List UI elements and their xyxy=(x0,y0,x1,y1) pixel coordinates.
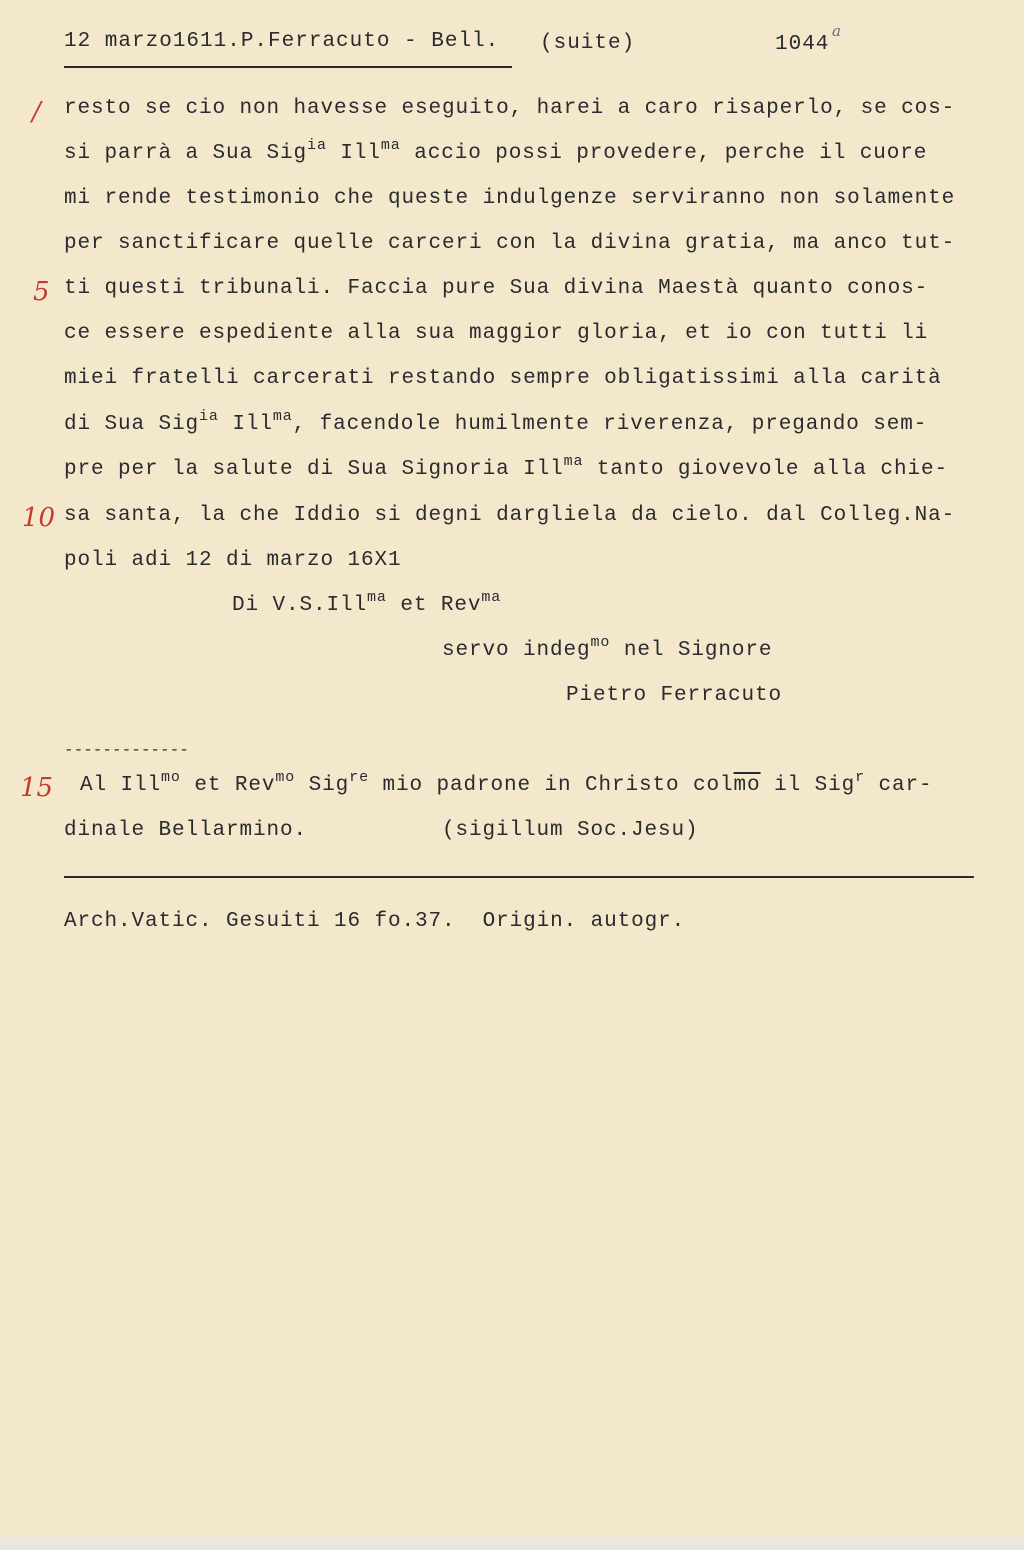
letter-line: sa santa, la che Iddio si degni dargliela da cielo. dal Colleg.Na- xyxy=(64,504,956,527)
address-line: Al Ill$^{mo}$ et Rev$^{mo}$ Sig$^{re}$ mio padrone in Christo $col\overline{mo}$ il Sig$^r$ car- xyxy=(80,769,933,797)
letter-line: resto se cio non havesse eseguito, harei a caro risaperlo, se cos- xyxy=(64,97,956,120)
dashed-separator: ------------- xyxy=(64,741,189,759)
page-number: 1044 xyxy=(775,33,830,56)
letter-line: ti questi tribunali. Faccia pure Sua divina Maestà quanto conos- xyxy=(64,277,929,300)
letter-line: per sanctificare quelle carceri con la divina gratia, ma anco tut- xyxy=(64,232,956,255)
source-reference: Arch.Vatic. Gesuiti 16 fo.37. Origin. autogr. xyxy=(64,910,686,933)
header-suite: (suite) xyxy=(540,32,636,55)
signature-name: Pietro Ferracuto xyxy=(566,684,783,707)
page-number-suffix: a xyxy=(832,22,841,40)
seal-note: (sigillum Soc.Jesu) xyxy=(442,819,699,842)
header-underline xyxy=(64,66,512,68)
closing-servant: servo indeg$^{mo}$ nel Signore xyxy=(442,634,773,662)
closing-salutation: Di V.S.Ill$^{ma}$ et Rev$^{ma}$ xyxy=(232,589,502,617)
letter-line: poli adi 12 di marzo 16X1 xyxy=(64,549,402,572)
margin-number: 15 xyxy=(20,773,54,803)
scan-edge xyxy=(0,1538,1024,1550)
letter-line: mi rende testimonio che queste indulgenze serviranno non solamente xyxy=(64,187,956,210)
section-rule xyxy=(64,876,974,878)
header-title: 12 marzo1611.P.Ferracuto - Bell. xyxy=(64,30,500,53)
letter-line: miei fratelli carcerati restando sempre obligatissimi alla carità xyxy=(64,367,942,390)
letter-line: si parrà a Sua Sig$^{ia}$ Ill$^{ma}$ accio possi provedere, perche il cuore xyxy=(64,137,928,165)
letter-line: ce essere espediente alla sua maggior gloria, et io con tutti li xyxy=(64,322,929,345)
letter-line: di Sua Sig$^{ia}$ Ill$^{ma}$, facendole humilmente riverenza, pregando sem- xyxy=(64,408,928,436)
margin-number: 5 xyxy=(33,277,50,307)
margin-number: 10 xyxy=(22,503,56,533)
letter-line: pre per la salute di Sua Signoria Ill$^{ma}$ tanto giovevole alla chie- xyxy=(64,453,948,481)
address-line: dinale Bellarmino. xyxy=(64,819,308,842)
margin-number: / xyxy=(32,97,41,127)
